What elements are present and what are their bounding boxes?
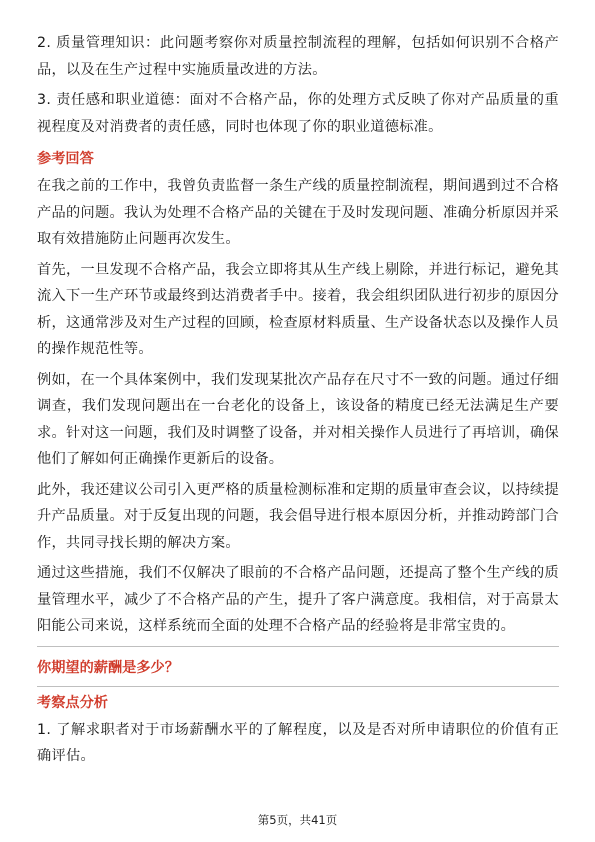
analysis-heading: 考察点分析 [37,694,108,711]
section-divider [37,686,559,687]
answer-paragraph [37,477,559,557]
evaluation-point [37,30,559,83]
document-page [37,30,559,774]
evaluation-point-text: 2. 质量管理知识：此问题考察你对质量控制流程的理解，包括如何识别不合格产品，以及在生产过程中实施质量改进的方法。 [37,35,559,78]
section-divider [37,646,559,647]
question-title: 你期望的薪酬是多少？ [37,659,179,676]
evaluation-point-text: 3. 责任感和职业道德：面对不合格产品，你的处理方式反映了你对产品质量的重视程度及对消费者的责任感，同时也体现了你的职业道德标准。 [37,92,559,135]
answer-paragraph-text: 通过这些措施，我们不仅解决了眼前的不合格产品问题，还提高了整个生产线的质量管理水平，减少了不合格产品的产生，提升了客户满意度。我相信，对于高景太阳能公司来说，这样系统而全面的处理不合格产品的经验将是非常宝贵的。 [37,565,559,634]
answer-paragraph [37,560,559,640]
evaluation-point [37,87,559,140]
page-footer: 第5页，共41页 [257,813,338,827]
answer-paragraph-text: 在我之前的工作中，我曾负责监督一条生产线的质量控制流程，期间遇到过不合格产品的问题。我认为处理不合格产品的关键在于及时发现问题、准确分析原因并采取有效措施防止问题再次发生。 [37,178,559,247]
answer-paragraph-text: 首先，一旦发现不合格产品，我会立即将其从生产线上剔除，并进行标记，避免其流入下一生产环节或最终到达消费者手中。接着，我会组织团队进行初步的原因分析，这通常涉及对生产过程的回顾，检查原材料质量、生产设备状态以及操作人员的操作规范性等。 [37,261,559,357]
evaluation-point-text: 1. 了解求职者对于市场薪酬水平的了解程度，以及是否对所申请职位的价值有正确评估。 [37,721,559,764]
answer-paragraph [37,367,559,473]
answer-paragraph [37,257,559,363]
answer-paragraph-text: 例如，在一个具体案例中，我们发现某批次产品存在尺寸不一致的问题。通过仔细调查，我们发现问题出在一台老化的设备上，该设备的精度已经无法满足生产要求。针对这一问题，我们及时调整了设备，并对相关操作人员进行了再培训，确保他们了解如何正确操作更新后的设备。 [37,371,559,467]
evaluation-point [37,717,559,770]
answer-paragraph-text: 此外，我还建议公司引入更严格的质量检测标准和定期的质量审查会议，以持续提升产品质量。对于反复出现的问题，我会倡导进行根本原因分析，并推动跨部门合作，共同寻找长期的解决方案。 [37,481,559,551]
reference-answer-heading: 参考回答 [37,151,94,167]
answer-paragraph [37,173,559,253]
